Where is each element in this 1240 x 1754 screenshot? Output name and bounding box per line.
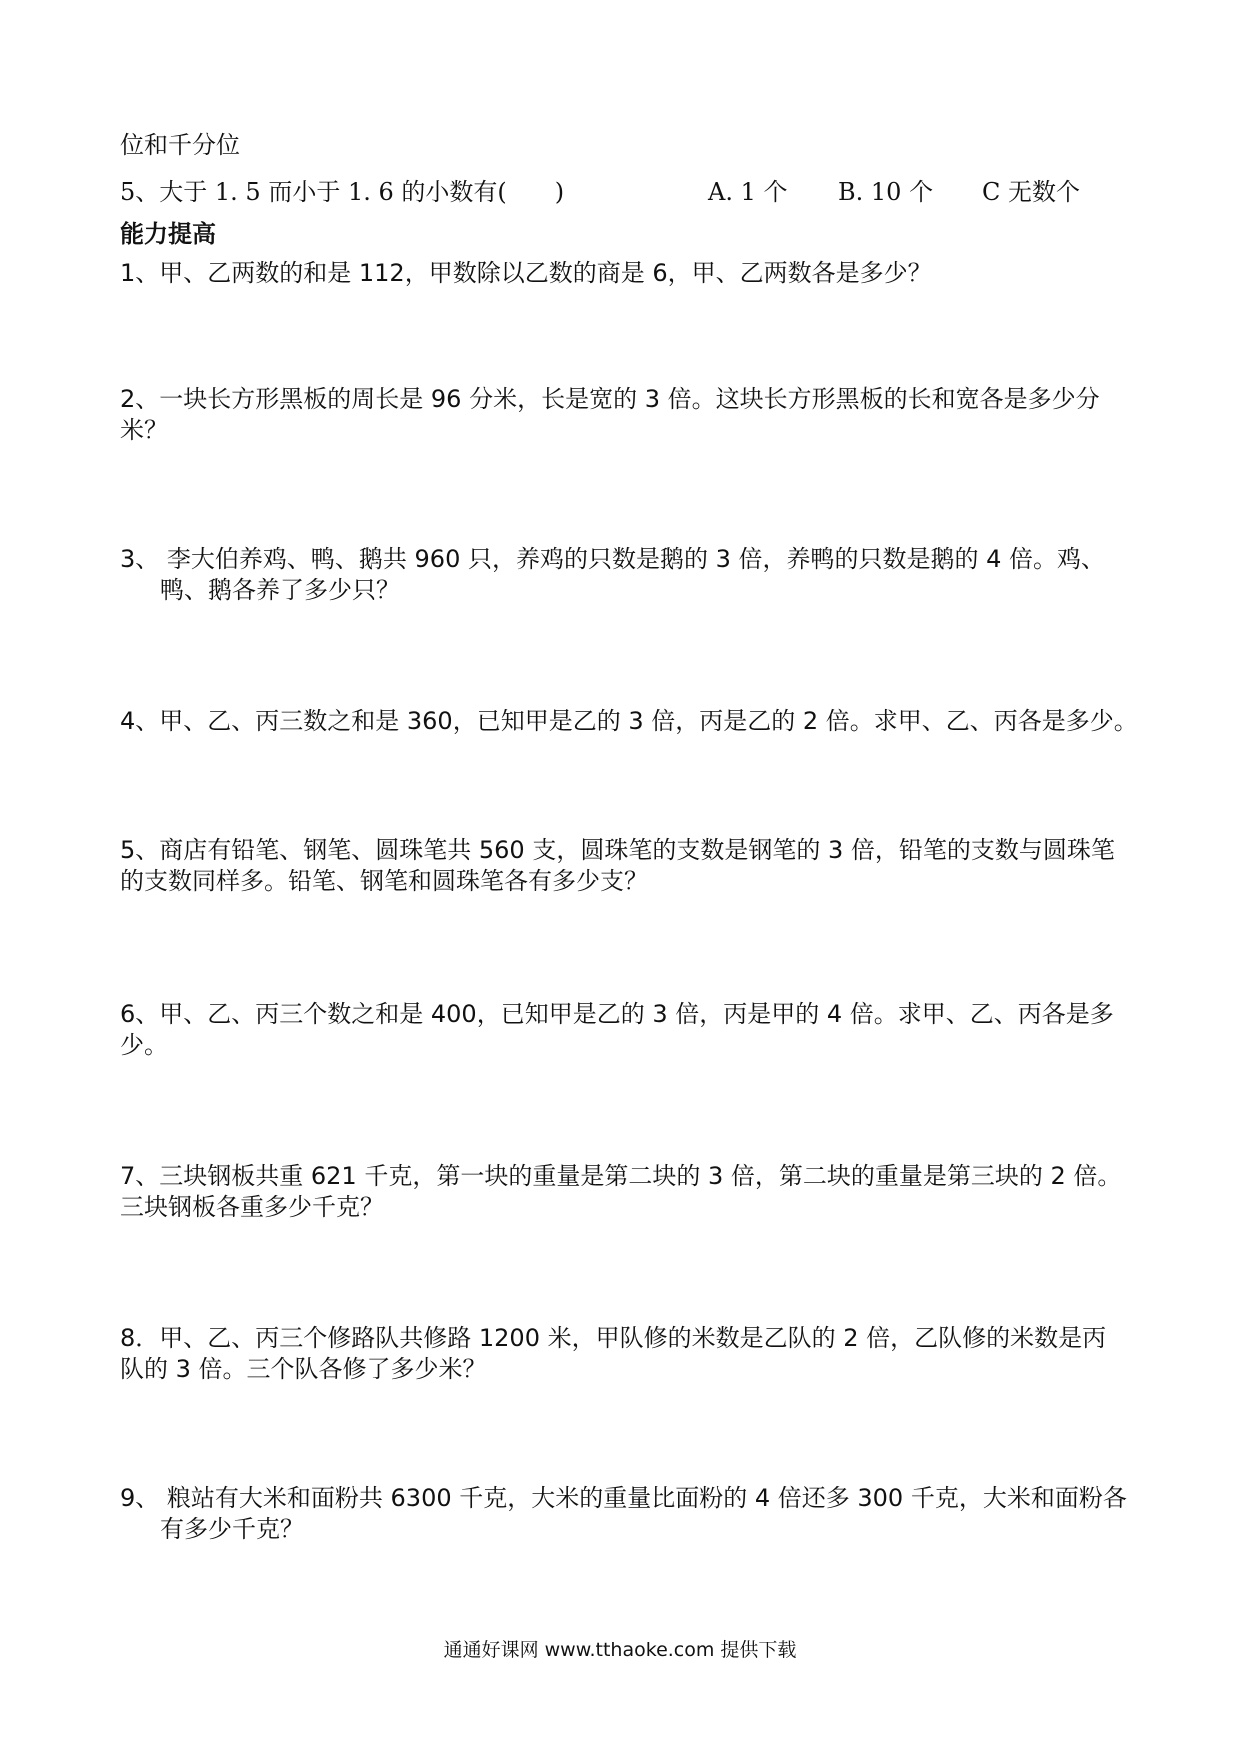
problem-line: 8．甲、乙、丙三个修路队共修路 1200 米，甲队修的米数是乙队的 2 倍，乙队修的米数是丙 — [120, 1324, 1107, 1352]
continued-text: 位和千分位 — [120, 131, 240, 159]
problem-line: 4、甲、乙、丙三数之和是 360，已知甲是乙的 3 倍，丙是乙的 2 倍。求甲、乙、丙各是多少。 — [120, 707, 1138, 735]
problem-line: 1、甲、乙两数的和是 112，甲数除以乙数的商是 6，甲、乙两数各是多少？ — [120, 259, 932, 287]
problem-line: 2、一块长方形黑板的周长是 96 分米，长是宽的 3 倍。这块长方形黑板的长和宽各是多少分 — [120, 385, 1100, 413]
problem-line: 5、商店有铅笔、钢笔、圆珠笔共 560 支，圆珠笔的支数是钢笔的 3 倍，铅笔的支数与圆珠笔 — [120, 836, 1115, 864]
problem-line: 鸭、鹅各养了多少只？ — [160, 576, 400, 604]
choice-a: A. 1 个 — [708, 178, 788, 206]
problem-line: 有多少千克？ — [160, 1515, 304, 1543]
question-5-text: 5、大于 1. 5 而小于 1. 6 的小数有( ) — [120, 178, 565, 206]
problem-line: 3、 李大伯养鸡、鸭、鹅共 960 只，养鸡的只数是鹅的 3 倍，养鸭的只数是鹅的 4 倍。鸡、 — [120, 545, 1106, 573]
page-footer: 通通好课网 www.tthaoke.com 提供下载 — [443, 1639, 797, 1661]
problem-line: 三块钢板各重多少千克？ — [120, 1193, 384, 1221]
section-title: 能力提高 — [120, 220, 216, 248]
problem-line: 的支数同样多。铅笔、钢笔和圆珠笔各有多少支？ — [120, 867, 648, 895]
problem-line: 7、三块钢板共重 621 千克，第一块的重量是第二块的 3 倍，第二块的重量是第三块的 2 倍。 — [120, 1162, 1122, 1190]
problem-line: 少。 — [120, 1031, 168, 1059]
problem-line: 队的 3 倍。三个队各修了多少米？ — [120, 1355, 487, 1383]
choice-b: B. 10 个 — [838, 178, 934, 206]
problem-line: 6、甲、乙、丙三个数之和是 400，已知甲是乙的 3 倍，丙是甲的 4 倍。求甲、乙、丙各是多 — [120, 1000, 1114, 1028]
choice-c: C 无数个 — [982, 178, 1080, 206]
problem-line: 9、 粮站有大米和面粉共 6300 千克，大米的重量比面粉的 4 倍还多 300 千克，大米和面粉各 — [120, 1484, 1127, 1512]
problem-line: 米？ — [120, 416, 168, 444]
